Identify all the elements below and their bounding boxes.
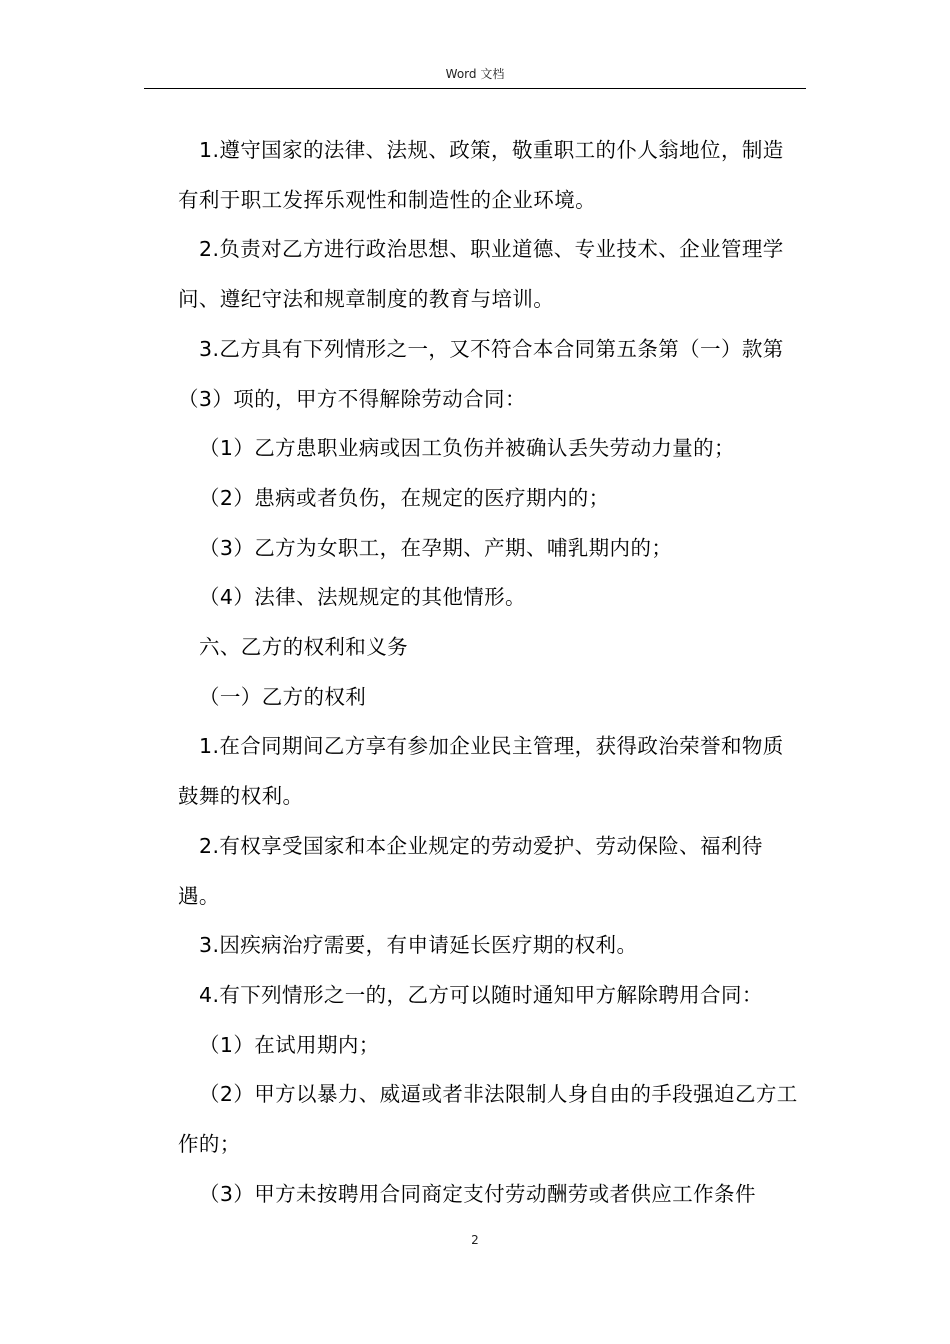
- paragraph-13: 4.有下列情形之一的，乙方可以随时通知甲方解除聘用合同：: [199, 982, 763, 1007]
- page-number: 2: [471, 1233, 479, 1247]
- paragraph-16: （3）甲方未按聘用合同商定支付劳动酬劳或者供应工作条件: [199, 1181, 756, 1206]
- paragraph-2: 2.负责对乙方进行政治思想、职业道德、专业技术、企业管理学问、遵纪守法和规章制度的教育与培训。: [178, 237, 784, 312]
- paragraph-7: （4）法律、法规规定的其他情形。: [199, 585, 526, 610]
- paragraph-10: 1.在合同期间乙方享有参加企业民主管理，获得政治荣誉和物质鼓舞的权利。: [178, 734, 784, 809]
- paragraph-6: （3）乙方为女职工，在孕期、产期、哺乳期内的；: [199, 535, 673, 560]
- subsection-heading-rights: （一）乙方的权利: [199, 684, 367, 709]
- paragraph-4: （1）乙方患职业病或因工负伤并被确认丢失劳动力量的；: [199, 436, 735, 461]
- paragraph-11: 2.有权享受国家和本企业规定的劳动爱护、劳动保险、福利待遇。: [178, 833, 763, 908]
- paragraph-12: 3.因疾病治疗需要，有申请延长医疗期的权利。: [199, 933, 638, 958]
- section-heading-six: 六、乙方的权利和义务: [199, 635, 408, 660]
- paragraph-15: （2）甲方以暴力、威逼或者非法限制人身自由的手段强迫乙方工作的；: [178, 1082, 798, 1157]
- document-body: [178, 126, 798, 1219]
- header-divider: [144, 88, 806, 89]
- paragraph-3: 3.乙方具有下列情形之一，又不符合本合同第五条第（一）款第（3）项的，甲方不得解除劳动合同：: [178, 336, 784, 411]
- paragraph-1: 1.遵守国家的法律、法规、政策，敬重职工的仆人翁地位，制造有利于职工发挥乐观性和制造性的企业环境。: [178, 138, 784, 212]
- paragraph-5: （2）患病或者负伤，在规定的医疗期内的；: [199, 485, 610, 510]
- paragraph-14: （1）在试用期内；: [199, 1032, 380, 1057]
- page-header: Word 文档: [445, 67, 505, 81]
